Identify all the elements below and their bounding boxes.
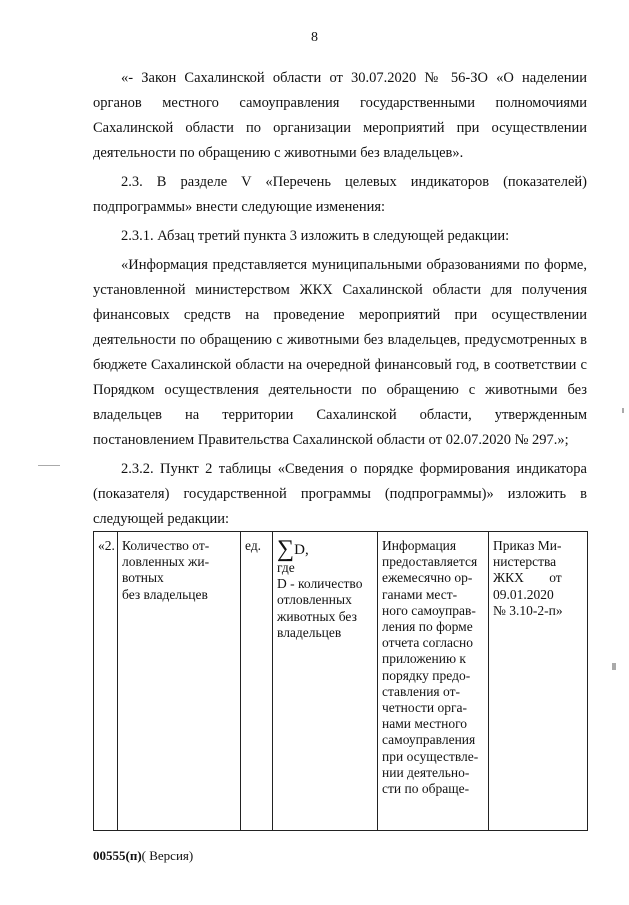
info-line: нии деятельно- [382,764,470,780]
info-line: приложению к [382,651,466,667]
scan-mark [622,408,624,413]
legal-basis-line: нистерства [493,554,557,570]
info-line: самоуправления [382,732,476,748]
paragraph-law-reference: «- Закон Сахалинской области от 30.07.2020 № 56-ЗО «О наделении органов местного самоуправления государственными полномочиями Сахалинской области по организации мероприятий при осуществлении деятельности по обращению с животными без владельцев». [93,70,587,161]
info-source-cell [378,532,489,831]
formula-variable: D, [294,542,309,558]
info-line: отчета согласно [382,635,473,651]
info-line: ганами мест- [382,586,458,602]
formula [277,538,374,560]
info-line: ежемесячно ор- [382,570,473,586]
info-line: порядку предо- [382,667,471,683]
paragraph-section-2-3: 2.3. В разделе V «Перечень целевых индикаторов (показателей) подпрограммы» внести следующие изменения: [93,174,587,215]
info-line: Информация [382,538,457,553]
paragraph-section-2-3-2: 2.3.2. Пункт 2 таблицы «Сведения о порядке формирования индикатора (показателя) государственной программы (подпрограммы)» изложить в следующей редакции: [93,461,587,527]
table-row [94,532,588,831]
paragraph-section-2-3-1: 2.3.1. Абзац третий пункта 3 изложить в следующей редакции: [121,228,510,244]
scan-mark [38,465,60,466]
legal-basis-line: № 3.10-2-п» [493,602,563,618]
formula-line: владельцев [277,624,342,640]
info-line: четности орга- [382,700,468,716]
document-footer [93,848,193,864]
indicator-name-line: ловленных жи- [122,554,210,570]
indicator-table [93,531,588,831]
indicator-name-line: Количество от- [122,538,210,553]
row-number: «2. [98,538,115,553]
paragraph-information-quote: «Информация представляется муниципальными образованиями по форме, установленной министерством ЖКХ Сахалинской области для получения финансовых средств на проведение мероприятий при осуществлении деятельности по обращению с животными без владельцев, предусмотренных в бюджете Сахалинской области на очередной финансовый год, в соответствии с Порядком осуществления деятельности по обращению с животными без владельцев на территории Сахалинской области, утвержденным постановлением Правительства Сахалинской области от 02.07.2020 № 297.»; [93,257,587,448]
legal-basis-line: 09.01.2020 [493,586,554,602]
formula-where: где [277,560,295,575]
indicator-name-cell [118,532,241,831]
info-line: ного самоуправ- [382,602,476,618]
unit-value: ед. [245,538,262,553]
sigma-symbol: ∑ [277,536,295,562]
info-line: сти по обраще- [382,781,470,797]
formula-line: D - количество [277,576,363,592]
info-line: ставления от- [382,683,460,699]
indicator-name-line: без владельцев [122,586,208,602]
document-code: 00555(п) [93,848,142,863]
formula-line: животных без [277,608,357,624]
row-number-cell [94,532,118,831]
scan-mark [612,663,616,670]
formula-line: отловленных [277,592,352,608]
page-number: 8 [311,30,318,45]
info-line: предоставляется [382,554,478,570]
info-line: нами местного [382,716,468,732]
formula-cell [273,532,378,831]
info-line: при осуществле- [382,748,479,764]
legal-basis-line: Приказ Ми- [493,538,562,553]
legal-basis-cell [489,532,588,831]
document-version: ( Версия) [141,848,194,863]
document-body [93,66,587,532]
legal-basis-line: ЖКХ от [493,570,562,586]
unit-cell [241,532,273,831]
indicator-name-line: вотных [122,570,164,586]
info-line: ления по форме [382,619,473,635]
